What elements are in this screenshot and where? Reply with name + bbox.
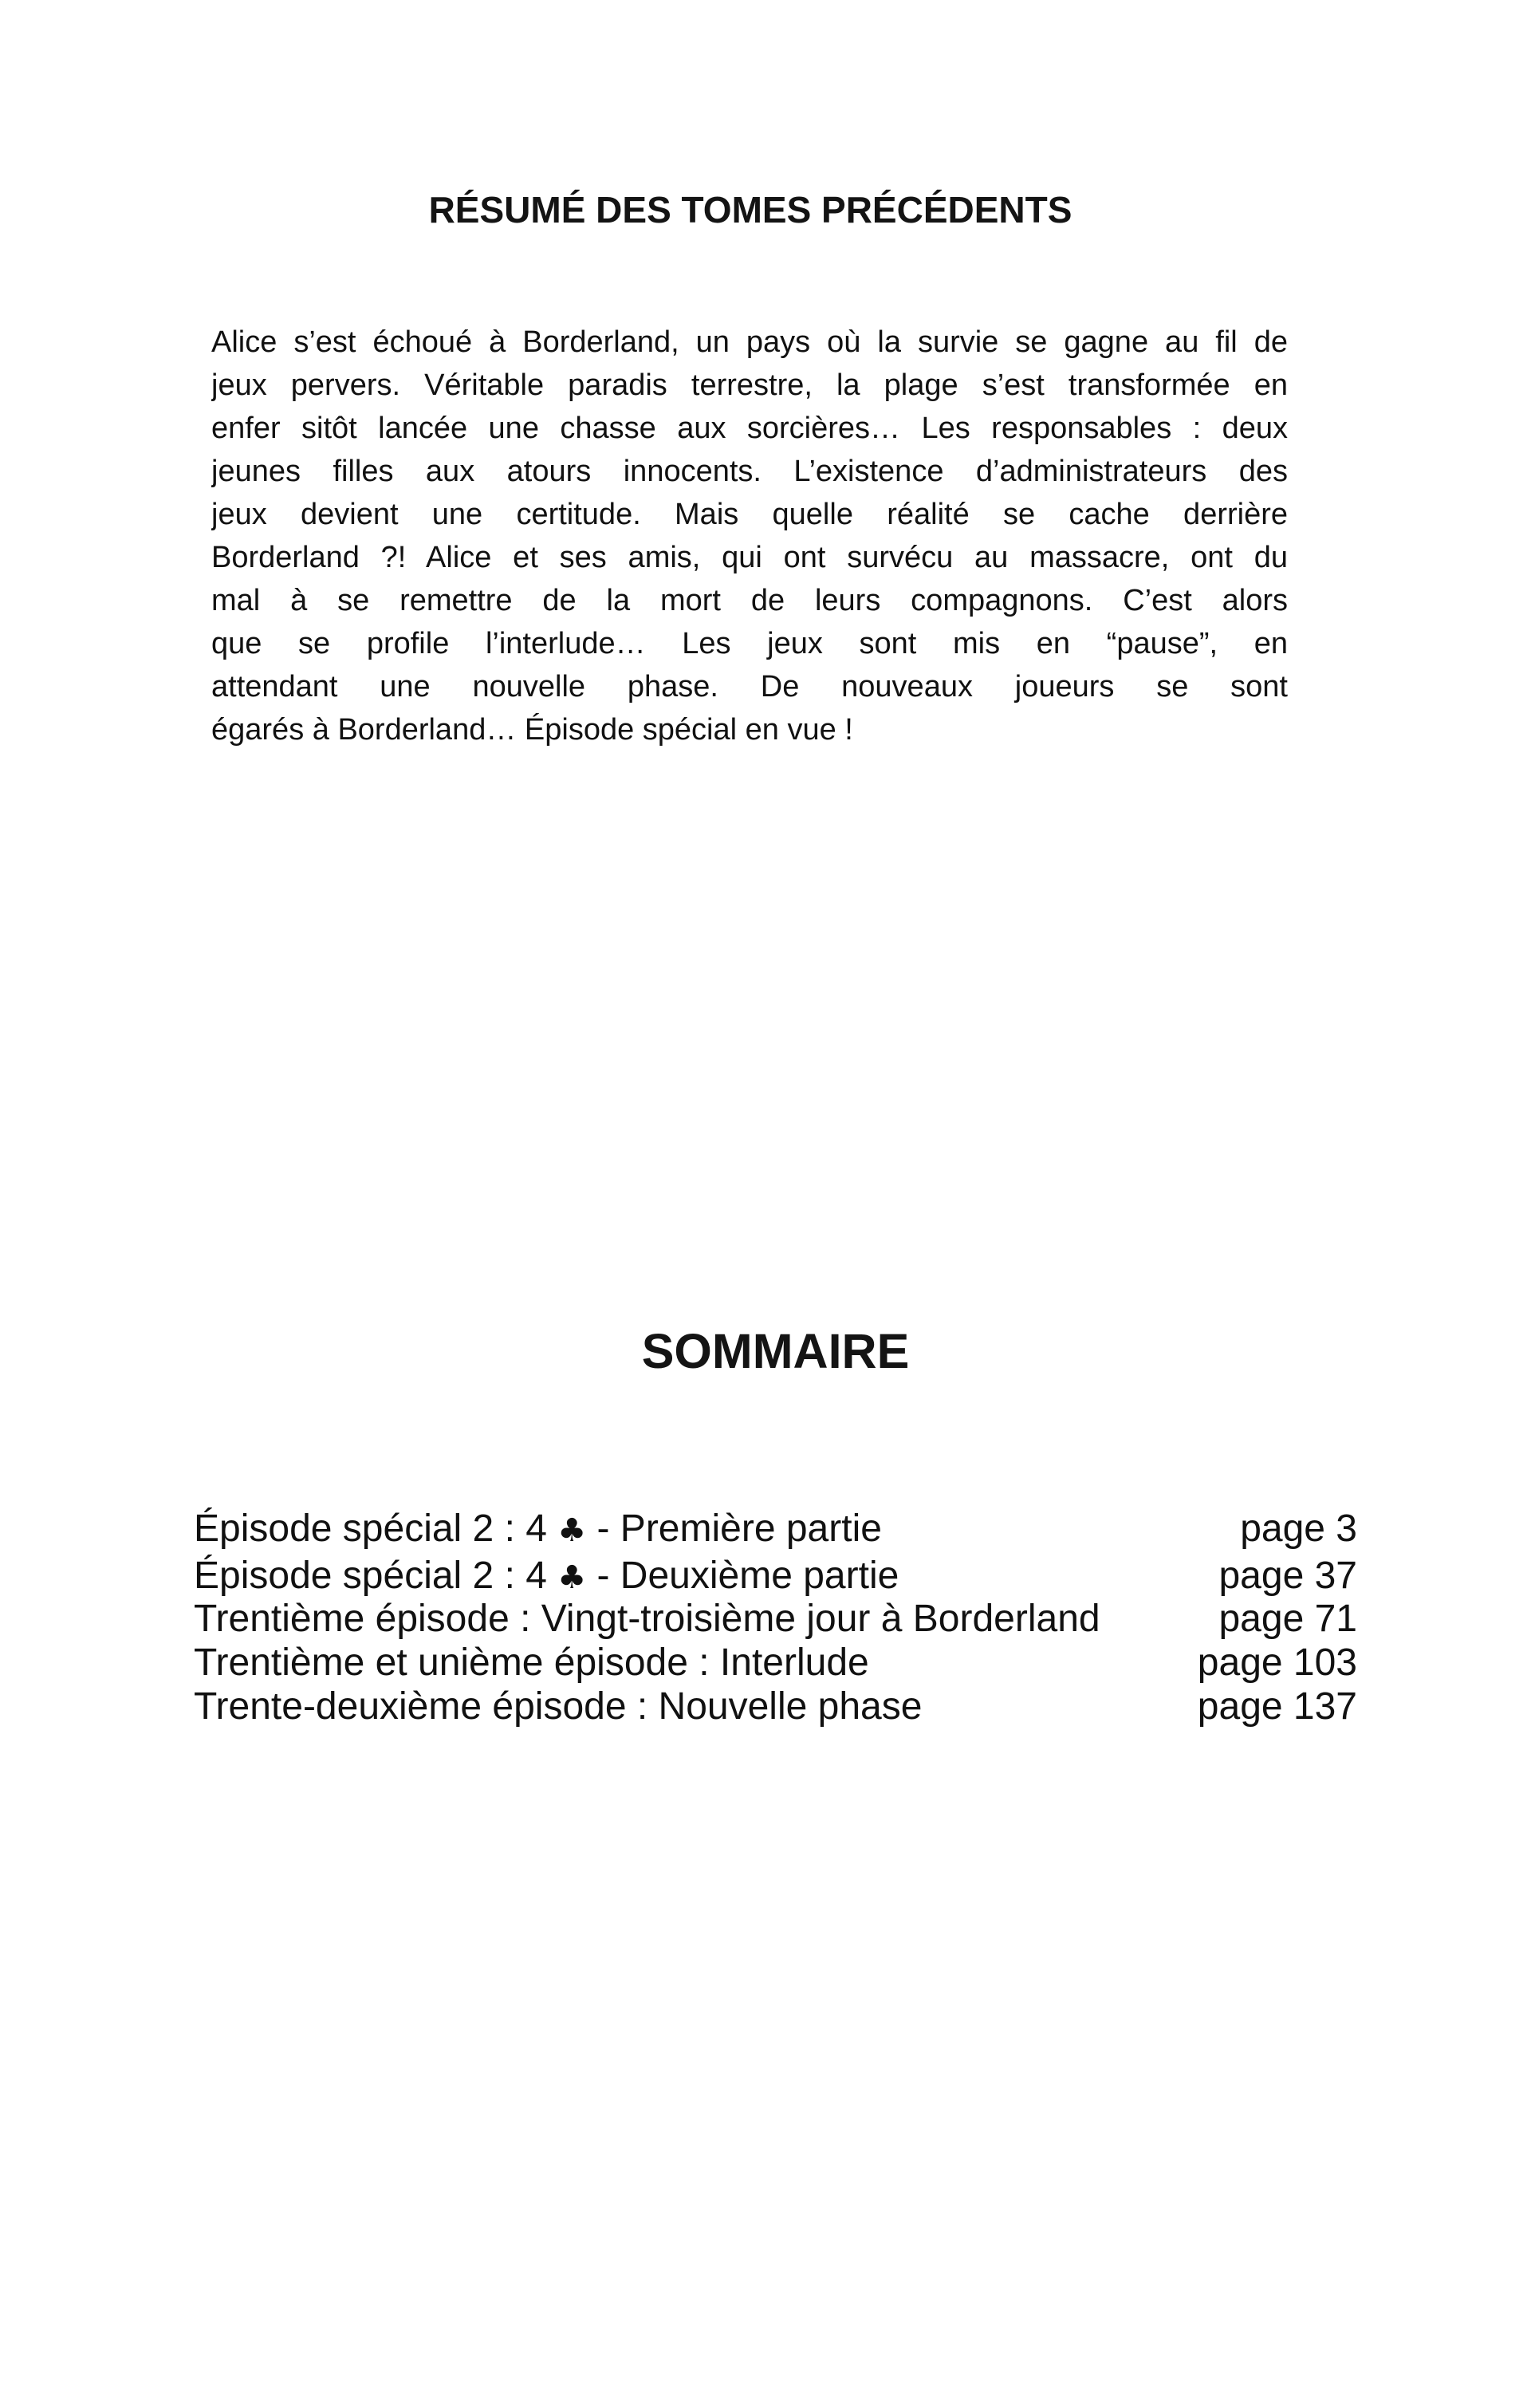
toc-entry-title-text: Épisode spécial 2 : 4	[194, 1555, 558, 1597]
toc-entry-title-text: Épisode spécial 2 : 4	[194, 1507, 558, 1550]
toc-entry-title	[194, 1685, 922, 1728]
summary-line: que se profile l’interlude… Les jeux sont mis en “pause”, en	[211, 627, 1288, 660]
club-suit-icon: ♣	[557, 1512, 587, 1549]
toc-entry[interactable]	[194, 1685, 1357, 1728]
toc-entry[interactable]	[194, 1554, 1357, 1598]
toc-entry-title	[194, 1597, 1100, 1641]
toc-entry-page: page 71	[1218, 1598, 1357, 1640]
toc-entry[interactable]	[194, 1597, 1357, 1641]
club-suit-icon: ♣	[557, 1559, 587, 1596]
toc-entry-title	[194, 1507, 882, 1553]
table-of-contents-heading: SOMMAIRE	[641, 1324, 910, 1378]
toc-entry-page: page 3	[1240, 1507, 1357, 1550]
toc-entry-title-text: Trentième et unième épisode : Interlude	[194, 1641, 869, 1684]
toc-entry-title-suffix: - Première partie	[586, 1507, 882, 1550]
summary-line: mal à se remettre de la mort de leurs compagnons. C’est alors	[211, 584, 1288, 617]
summary-line: égarés à Borderland… Épisode spécial en vue !	[211, 713, 853, 747]
toc-entry-title-text: Trente-deuxième épisode : Nouvelle phase	[194, 1685, 923, 1728]
summary-line: Alice s’est échoué à Borderland, un pays où la survie se gagne au fil de	[211, 325, 1288, 359]
toc-entry-page: page 103	[1197, 1641, 1357, 1684]
toc-entry[interactable]	[194, 1641, 1357, 1685]
summary-line: attendant une nouvelle phase. De nouveaux joueurs se sont	[211, 670, 1288, 703]
summary-line: jeux devient une certitude. Mais quelle réalité se cache derrière	[211, 498, 1288, 531]
toc-entry-title	[194, 1641, 869, 1685]
summary-paragraph	[211, 321, 1288, 751]
toc-entry-page: page 37	[1218, 1555, 1357, 1597]
summary-line: enfer sitôt lancée une chasse aux sorcières… Les responsables : deux	[211, 412, 1288, 445]
toc-entry-title	[194, 1554, 899, 1600]
summary-line: Borderland ?! Alice et ses amis, qui ont survécu au massacre, ont du	[211, 541, 1288, 574]
summary-line: jeux pervers. Véritable paradis terrestre, la plage s’est transformée en	[211, 368, 1288, 402]
summary-heading: RÉSUMÉ DES TOMES PRÉCÉDENTS	[428, 189, 1072, 231]
toc-entry-title-suffix: - Deuxième partie	[586, 1555, 899, 1597]
toc-entry-page: page 137	[1197, 1685, 1357, 1728]
summary-line: jeunes filles aux atours innocents. L’existence d’administrateurs des	[211, 455, 1288, 488]
toc-entry-title-text: Trentième épisode : Vingt-troisième jour à Borderland	[194, 1598, 1100, 1640]
toc-entry[interactable]	[194, 1507, 1357, 1551]
